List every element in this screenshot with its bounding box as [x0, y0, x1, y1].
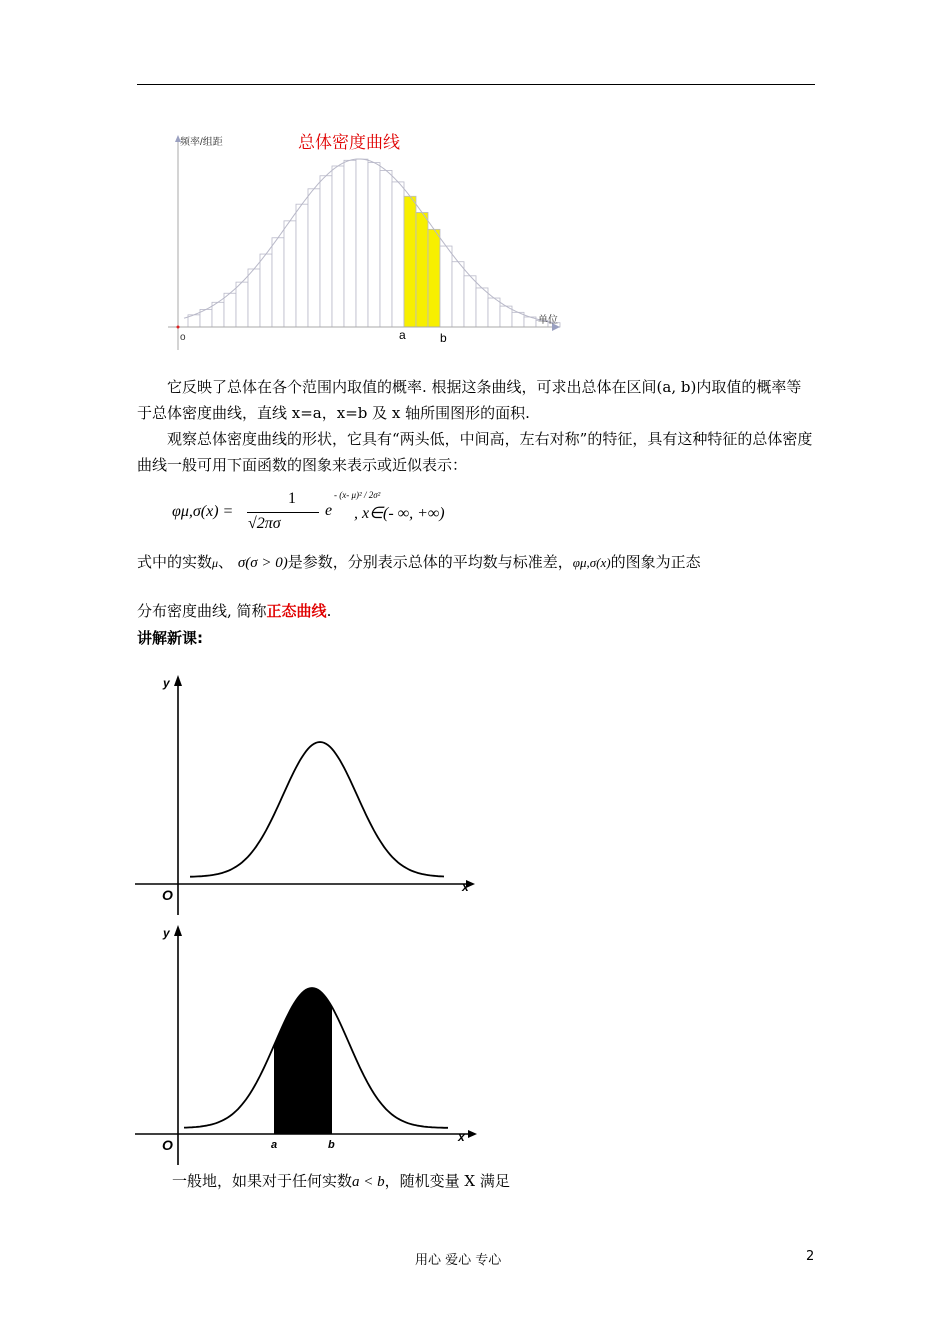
header-rule: [137, 84, 815, 85]
x-label: x: [462, 880, 469, 894]
histogram-bar: [224, 293, 236, 327]
formula-exponent: - (x- μ)² / 2σ²: [334, 490, 381, 500]
origin-dot-icon: [177, 326, 180, 329]
histogram-bar: [212, 302, 224, 327]
histogram-bar: [488, 298, 500, 327]
normal-curve-figure-1: [132, 672, 482, 917]
histogram-bar: [368, 163, 380, 327]
histogram-bar: [236, 282, 248, 327]
y-axis-arrow-icon: [174, 675, 182, 686]
paragraph-last: 一般地，如果对于任何实数a < b，随机变量 X 满足: [172, 1172, 510, 1190]
normal-curve: [190, 742, 444, 877]
origin-label: O: [162, 887, 173, 903]
paragraph-shape: 观察总体密度曲线的形状，它具有“两头低，中间高，左右对称”的特征，具有这种特征的总体密度曲线一般可用下面函数的图象来表示或近似表示：: [137, 430, 813, 474]
label-b: b: [440, 331, 447, 345]
histogram-bar: [392, 182, 404, 327]
density-histogram-figure: [160, 128, 580, 356]
histogram-bar: [260, 254, 272, 327]
histogram-bar: [500, 306, 512, 327]
paragraph-probability: 它反映了总体在各个范围内取值的概率. 根据这条曲线，可求出总体在区间(a, b)内取值的概率等于总体密度曲线，直线 x=a，x=b 及 x 轴所围图形的面积.: [137, 378, 802, 422]
formula-lhs: φμ,σ(x) =: [172, 503, 234, 520]
y-axis-label: 频率/组距: [180, 137, 223, 148]
histogram-bar: [476, 288, 488, 327]
normal-density-formula: [172, 488, 492, 544]
histogram-bar: [380, 170, 392, 327]
y-axis-arrow-icon: [174, 925, 182, 936]
histogram-bar: [440, 246, 452, 327]
formula-numerator: 1: [288, 490, 296, 507]
page-number: 2: [806, 1249, 815, 1264]
histogram-bar: [428, 229, 440, 327]
histogram-bar: [464, 276, 476, 327]
histogram-bar: [404, 196, 416, 327]
x-label: x: [458, 1130, 465, 1144]
y-label: y: [163, 926, 170, 940]
histogram-bar: [344, 160, 356, 327]
histogram-bar: [332, 166, 344, 327]
shaded-area: [274, 988, 332, 1134]
formula-domain: , x∈(- ∞, +∞): [354, 505, 445, 522]
histogram-bar: [356, 159, 368, 327]
histogram-bar: [200, 309, 212, 327]
histogram-bar: [284, 221, 296, 327]
origin-label: o: [180, 332, 186, 343]
histogram-bar: [308, 189, 320, 327]
histogram-bar: [296, 204, 308, 327]
highlight-term: 正态曲线: [266, 602, 327, 620]
origin-label: O: [162, 1137, 173, 1153]
x-axis-arrow-icon: [468, 1130, 477, 1138]
formula-base: e: [325, 502, 333, 519]
histogram-bar: [416, 212, 428, 327]
a-label: a: [271, 1139, 278, 1151]
b-label: b: [328, 1139, 335, 1151]
formula-denominator: √2πσ: [248, 515, 281, 532]
paragraph-normal-curve: 分布密度曲线, 简称正态曲线.: [137, 602, 332, 620]
histogram-bar: [272, 238, 284, 327]
histogram-bar: [320, 176, 332, 327]
histogram-bar: [452, 262, 464, 327]
figure-title: 总体密度曲线: [298, 133, 400, 152]
histogram-bars: [188, 159, 560, 327]
paragraph-parameters: 式中的实数μ、 σ(σ > 0)是参数，分别表示总体的平均数与标准差，φμ,σ(x)的图象为正态: [137, 553, 701, 571]
x-axis-label: 单位: [538, 315, 558, 326]
label-a: a: [399, 328, 406, 342]
histogram-bar: [248, 269, 260, 327]
footer-motto: 用心 爱心 专心: [415, 1253, 502, 1268]
normal-curve-figure-2: [132, 922, 482, 1167]
y-label: y: [163, 676, 170, 690]
section-heading: 讲解新课:: [137, 629, 203, 647]
